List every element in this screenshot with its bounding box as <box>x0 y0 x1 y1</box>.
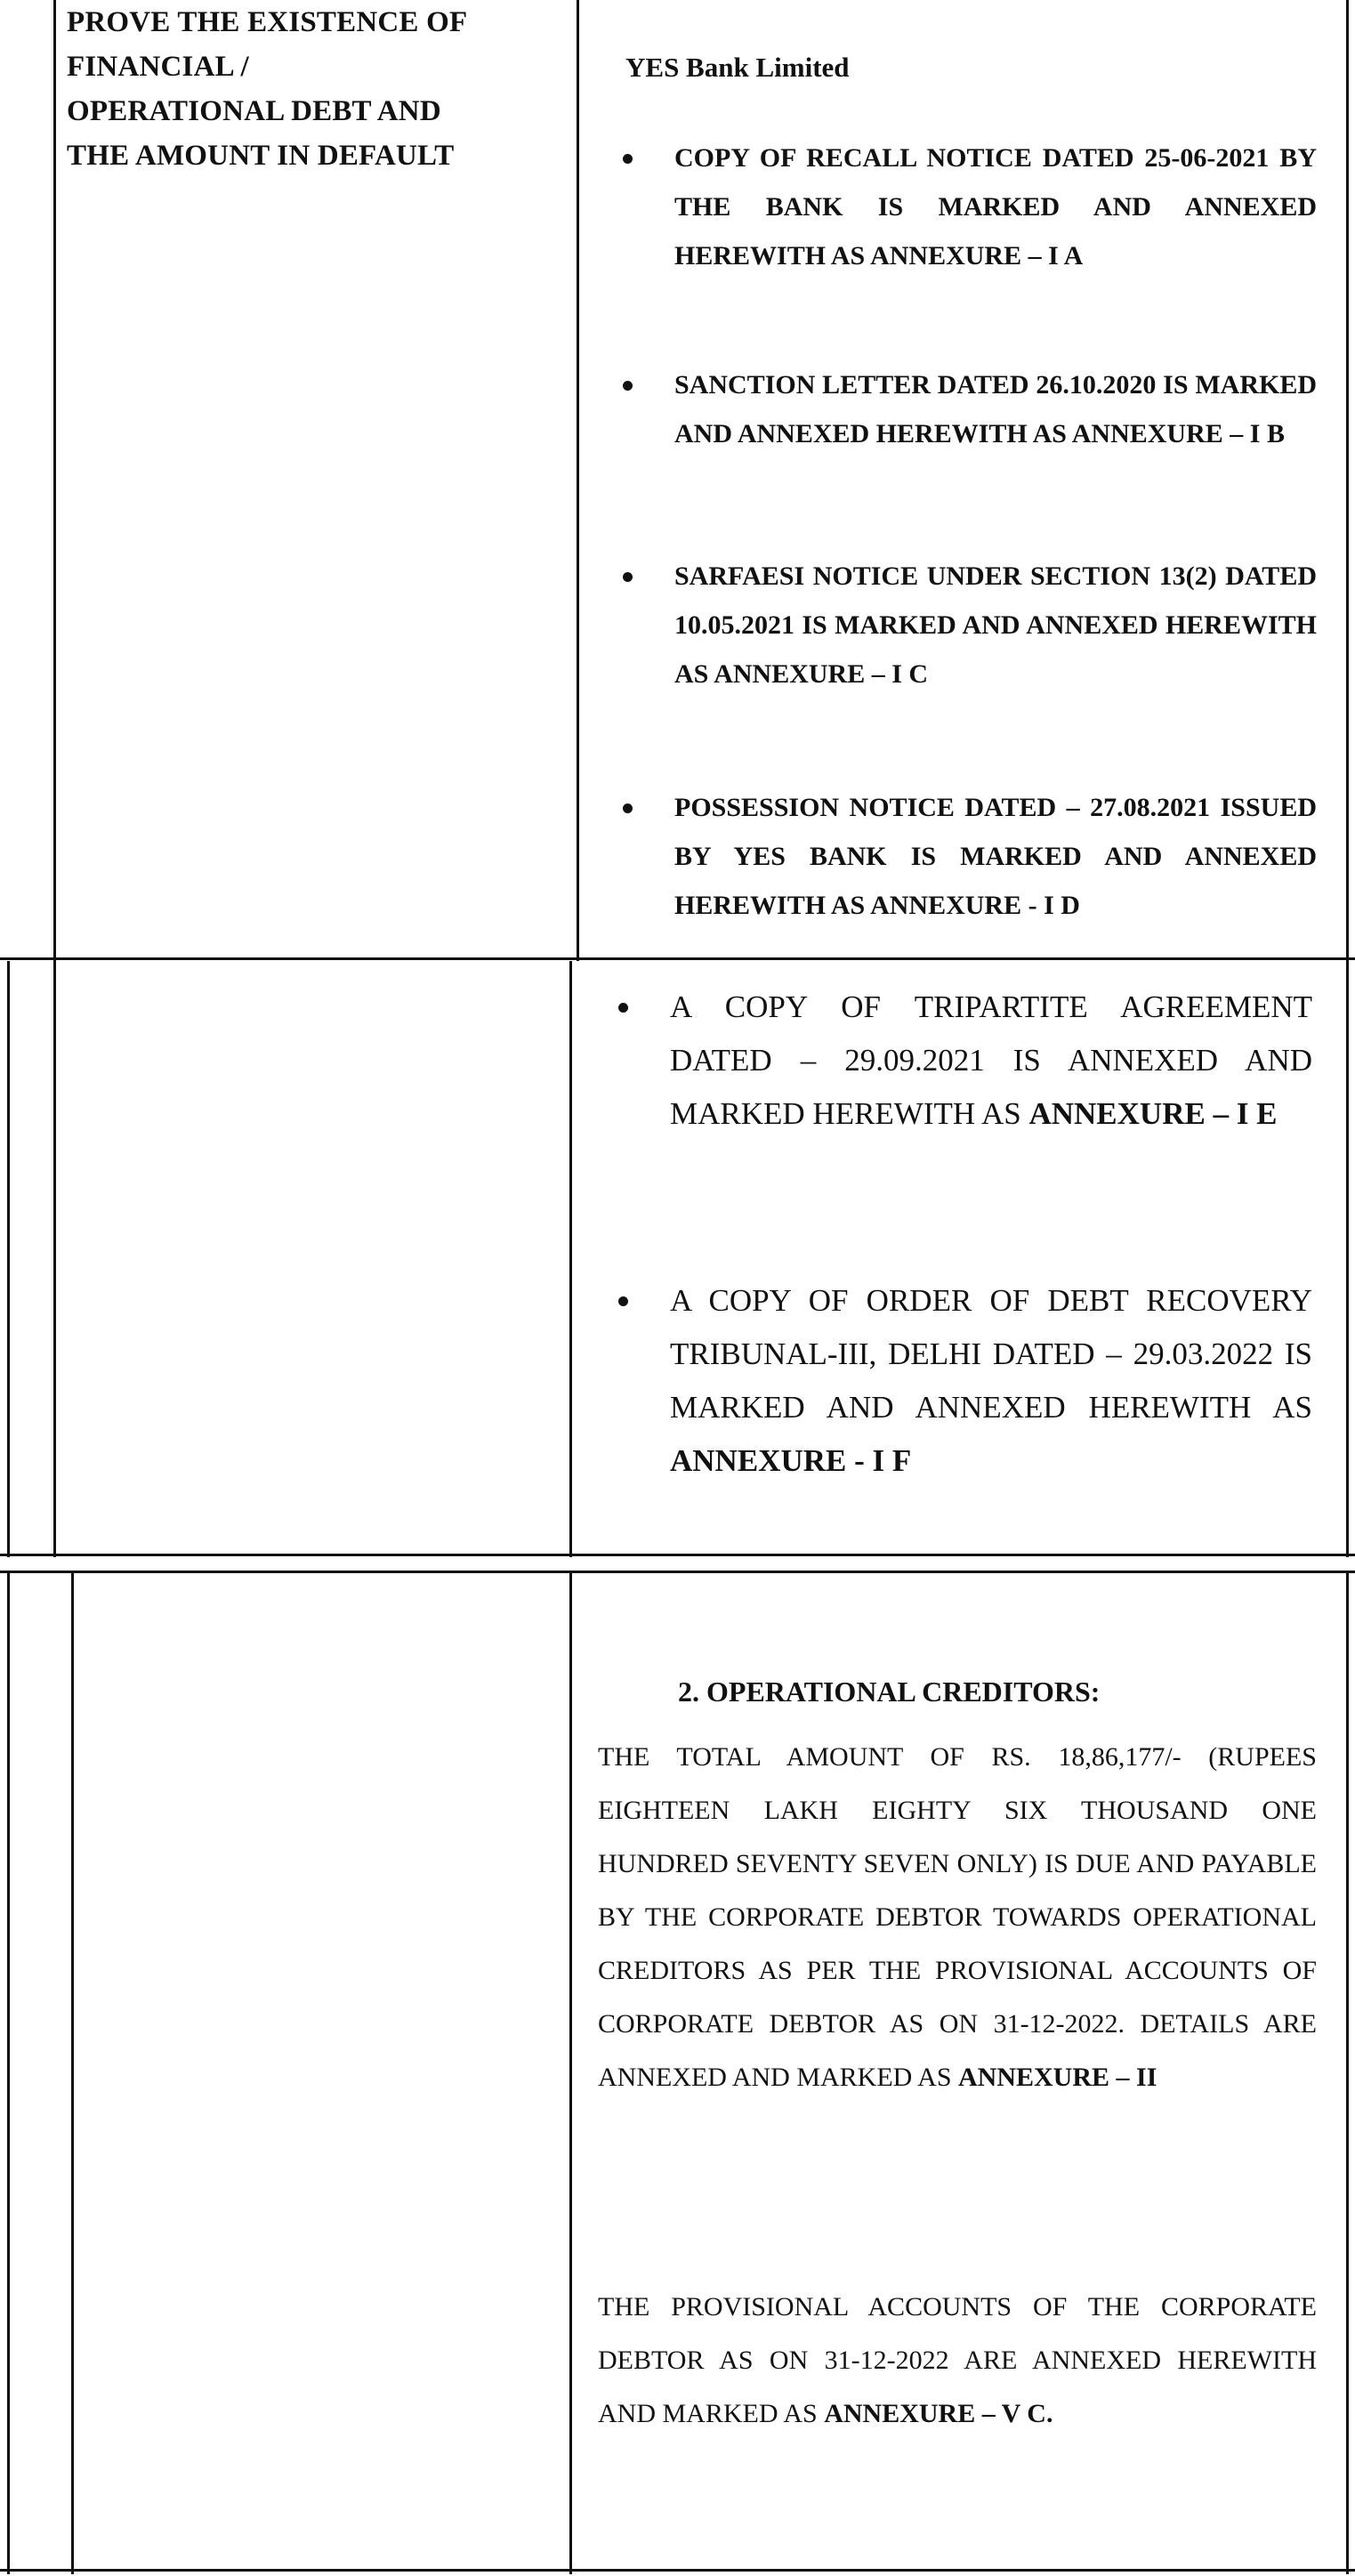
particulars-line: THE AMOUNT IN DEFAULT <box>67 140 455 172</box>
table-segment-2 <box>0 961 1355 1557</box>
annexure-list-item <box>623 552 1317 699</box>
annexure-list-item <box>618 981 1312 1141</box>
table-column-divider <box>577 0 579 961</box>
table-border-right <box>1346 961 1349 1557</box>
table-border-right <box>1346 1571 1349 2574</box>
annexure-body: A COPY OF TRIPARTITE AGREEMENT DATED – 29.09.2021 IS ANNEXED AND MARKED HEREWITH AS <box>670 989 1312 1131</box>
annexure-text <box>670 981 1312 1141</box>
annexure-reference: ANNEXURE – II <box>958 2063 1157 2092</box>
table-row-top-border <box>0 1571 1355 1573</box>
annexure-text: POSSESSION NOTICE DATED – 27.08.2021 ISSUED BY YES BANK IS MARKED AND ANNEXED HEREWITH AS ANNEXURE - I D <box>674 793 1317 920</box>
provisional-accounts-paragraph <box>598 2281 1317 2441</box>
bullet-icon <box>623 154 633 164</box>
particulars-line <box>67 44 565 89</box>
bullet-icon <box>623 381 633 391</box>
paragraph-body: THE TOTAL AMOUNT OF RS. 18,86,177/- (RUPEES EIGHTEEN LAKH EIGHTY SIX THOUSAND ONE HUNDRED SEVENTY SEVEN ONLY) IS DUE AND PAYABLE BY THE CORPORATE DEBTOR TOWARDS OPERATIONAL CREDITORS AS PER THE PROVISIONAL ACCOUNTS OF CORPORATE DEBTOR AS ON 31-12-2022. DETAILS ARE ANNEXED AND MARKED AS <box>598 1742 1317 2092</box>
table-border-left <box>53 0 56 961</box>
table-column-divider <box>569 961 572 1557</box>
annexure-list-item <box>623 783 1317 930</box>
annexure-reference: ANNEXURE – I E <box>1028 1096 1278 1131</box>
financial-creditor-name: YES Bank Limited <box>625 52 850 83</box>
annexure-text <box>670 1274 1312 1488</box>
table-column-divider <box>569 1571 572 2574</box>
operational-creditors-paragraph <box>598 1731 1317 2104</box>
annexure-list-item <box>623 133 1317 280</box>
annexure-list-item <box>618 1274 1312 1488</box>
annexure-reference: ANNEXURE – V C. <box>824 2399 1053 2428</box>
annexure-reference: ANNEXURE - I F <box>670 1443 912 1478</box>
table-border-right <box>1346 0 1349 961</box>
table-row-bottom-border <box>0 2569 1355 2572</box>
table-border-left <box>7 961 10 1557</box>
annexure-text: SANCTION LETTER DATED 26.10.2020 IS MARKED AND ANNEXED HEREWITH AS ANNEXURE – I B <box>674 370 1317 448</box>
table-row-bottom-border <box>0 957 1355 960</box>
particulars-line: OPERATIONAL DEBT AND <box>67 95 441 127</box>
bullet-icon <box>623 803 633 813</box>
bullet-icon <box>623 572 633 582</box>
table-border-inner <box>53 961 56 1557</box>
table-segment-1 <box>0 0 1355 961</box>
annexure-text: SARFAESI NOTICE UNDER SECTION 13(2) DATED 10.05.2021 IS MARKED AND ANNEXED HEREWITH AS ANNEXURE – I C <box>674 561 1317 689</box>
bullet-icon <box>618 1296 628 1306</box>
table-border-inner <box>71 1571 74 2574</box>
table-border-left <box>7 1571 10 2574</box>
operational-creditors-heading: 2. OPERATIONAL CREDITORS: <box>678 1676 1101 1708</box>
table-row-bottom-border <box>0 1554 1355 1556</box>
bullet-icon <box>618 1003 628 1013</box>
annexure-body: A COPY OF ORDER OF DEBT RECOVERY TRIBUNAL-III, DELHI DATED – 29.03.2022 IS MARKED AND ANNEXED HEREWITH AS <box>670 1283 1312 1425</box>
particulars-cell <box>67 0 565 178</box>
particulars-word: FINANCIAL <box>67 51 233 83</box>
particulars-line: PROVE THE EXISTENCE OF <box>67 6 468 38</box>
table-segment-3 <box>0 1571 1355 2574</box>
paragraph-body: THE PROVISIONAL ACCOUNTS OF THE CORPORATE DEBTOR AS ON 31-12-2022 ARE ANNEXED HEREWITH AND MARKED AS <box>598 2292 1317 2428</box>
annexure-list-item <box>623 360 1317 458</box>
annexure-text: COPY OF RECALL NOTICE DATED 25-06-2021 BY THE BANK IS MARKED AND ANNEXED HEREWITH AS ANNEXURE – I A <box>674 143 1317 271</box>
particulars-slash: / <box>240 51 249 83</box>
